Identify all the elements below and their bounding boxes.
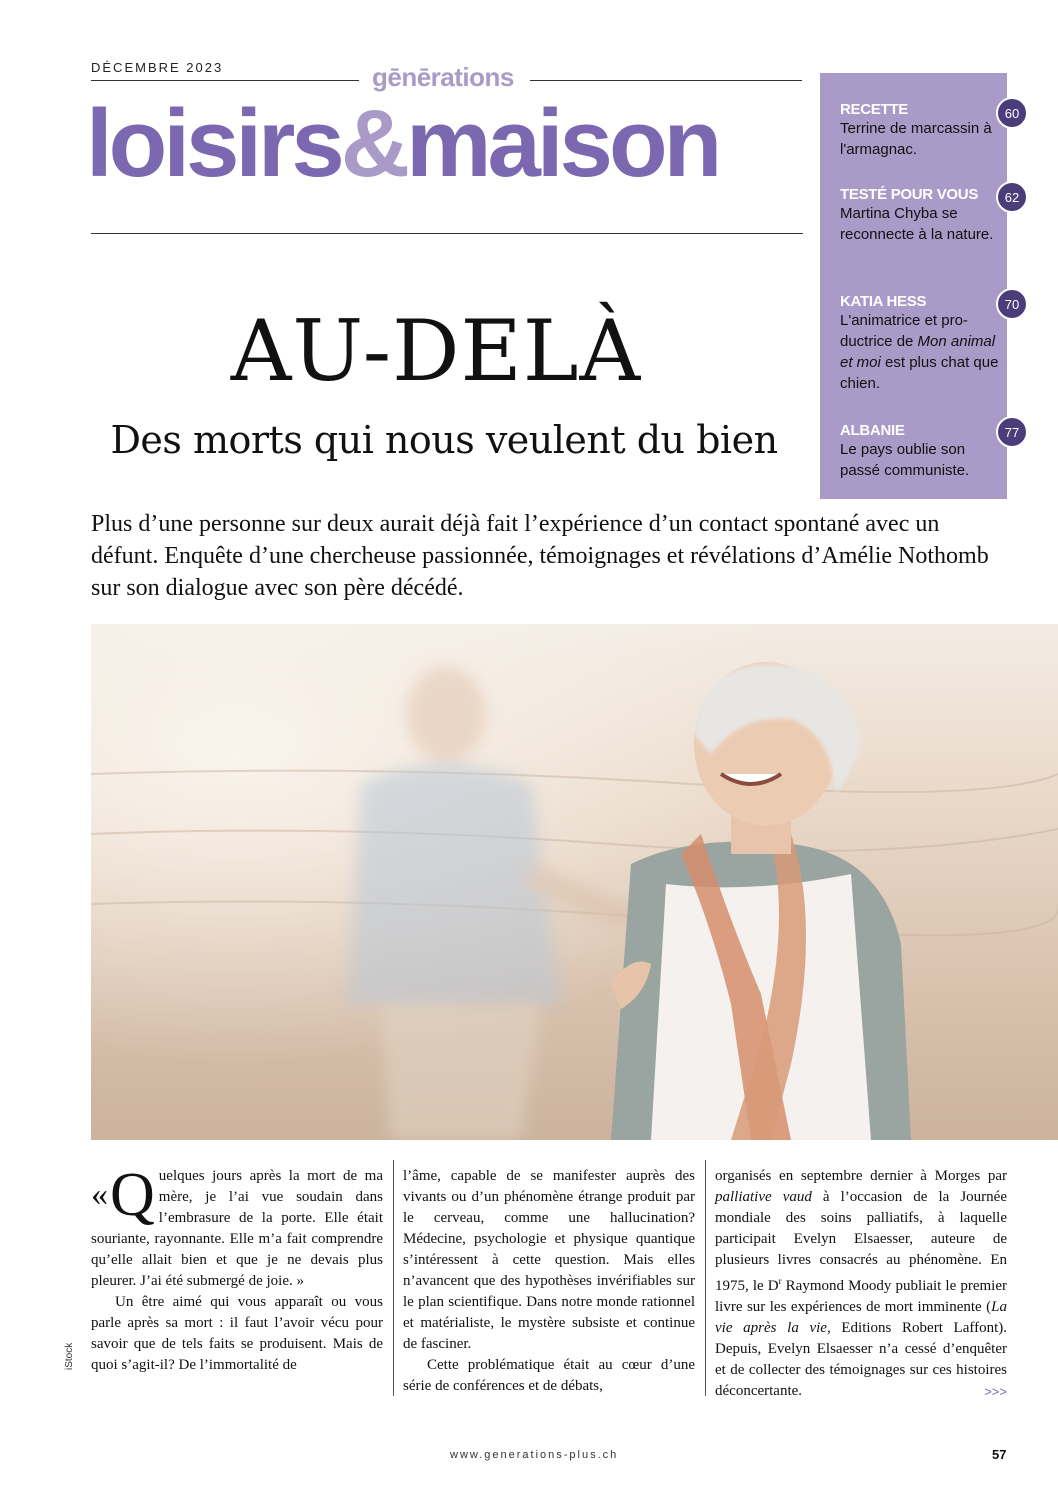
sidebar-item-text: Terrine de marcassin à l'armagnac. [840,120,992,158]
section-title-part1: loisirs [86,90,341,197]
opening-quote-mark: « [91,1176,108,1213]
magazine-logo: gēnērations [372,62,514,92]
masthead-rule-right [530,80,802,81]
sidebar-item-label: KATIA HESS [840,293,927,310]
sidebar-item-recette[interactable] [840,101,1000,160]
article-paragraph: Un être aimé qui vous apparaît ou vous parle après sa mort : il faut l’avoir vécu pour savoir que de tels faits se produisent. Mais de quoi s’agit-il? De l’immortalité de [91,1294,383,1373]
sidebar-item-text: Le pays oublie son passé communiste. [840,441,970,479]
photo-credit: iStock [64,1342,75,1370]
article-column-3 [715,1166,1007,1402]
sidebar-item-label: ALBANIE [840,422,905,439]
article-paragraph: l’âme, capable de se manifester auprès des vivants ou d’un phénomène étrange produit par le cerveau, comme une hallucination? Médecine, psychologie et physique quantique s’intéressent à cette question. Mais elles n’avancent que des hypothèses invérifiables sur le plan scientifique. Dans notre monde rationnel et matérialiste, le mystère subsiste et continue de fasciner. [403,1168,695,1352]
sidebar-item-label: TESTÉ POUR VOUS [840,186,979,203]
column-divider [393,1160,394,1396]
article-paragraph: « Q uelques jours après la mort de ma mère, je l’ai vue soudain dans l’embrasure de la porte. Elle était souriante, rayonnante. Elle m’a fait comprendre qu’elle allait bien et que je ne devais plus pleurer. J’ai été submergé de joie. » [91,1161,383,1289]
article-lead: Plus d’une personne sur deux aurait déjà fait l’expérience d’un contact spontané avec un défunt. Enquête d’une chercheuse passionnée, témoignages et révélations d’Amélie Nothomb sur son dialogue avec son père décédé. [91,511,989,601]
section-title-ampersand: & [340,90,407,197]
article-column-1 [91,1161,383,1376]
page-number-badge: 70 [996,288,1028,320]
article-subhead: Des morts qui nous veulent du bien [110,418,778,462]
beach-photo-illustration [91,624,1058,1140]
sidebar-item-label: RECETTE [840,101,908,118]
drop-cap: Q [110,1161,155,1229]
article-paragraph: Cette problématique était au cœur d’une série de conférences et de débats, [403,1357,695,1394]
article-photo [91,624,1058,1140]
page-number-badge: 77 [996,416,1028,448]
page-number: 57 [992,1447,1007,1462]
sidebar-item-text: L'animatrice et pro-ductrice de Mon animal et moi est plus chat que chien. [840,312,999,392]
article-paragraph: organisés en septembre dernier à Morges par palliative vaud à l’occasion de la Journée mondiale des soins palliatifs, à laquelle participait Evelyn Elsaesser, auteure de plusieurs livres consacrés au phénomène. En 1975, le $D^r$ Raymond Moody publiait le premier livre sur les expériences de mort imminente (La vie après la vie, Editions Robert Laffont). Depuis, Evelyn Elsaesser n’a cessé d’enquêter et de collecter des témoignages sur ces histoires déconcertante. >>> [715,1166,1007,1402]
footer-url[interactable]: www.generations-plus.ch [450,1449,619,1461]
sidebar-item-text: Martina Chyba se reconnecte à la nature. [840,205,994,243]
issue-date: DÉCEMBRE 2023 [91,60,224,75]
article-column-2 [403,1166,695,1397]
page-number-badge: 62 [996,181,1028,213]
masthead-rule-bottom [91,233,803,234]
page-number-badge: 60 [996,97,1028,129]
sidebar-item-teste-pour-vous[interactable] [840,186,1000,245]
masthead-rule-left [91,80,359,81]
continue-arrow[interactable]: >>> [984,1384,1007,1399]
column-divider [705,1160,706,1396]
section-title [86,90,719,197]
article-headline: AU-DELÀ [230,302,642,400]
section-title-part2: maison [406,90,719,197]
